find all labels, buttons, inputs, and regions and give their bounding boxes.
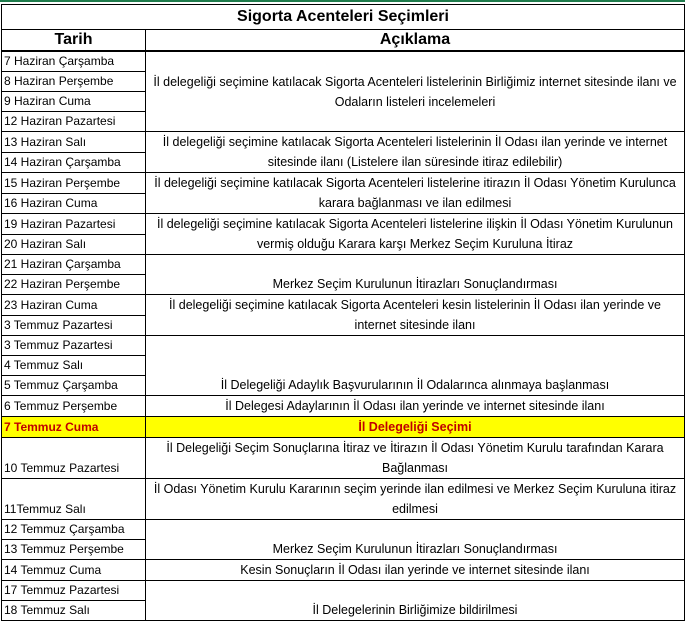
date-cell[interactable]: 11Temmuz Salı xyxy=(2,479,146,520)
date-cell[interactable]: 4 Temmuz Salı xyxy=(2,356,146,376)
date-cell[interactable]: 9 Haziran Cuma xyxy=(2,92,146,112)
date-cell[interactable]: 23 Haziran Cuma xyxy=(2,295,146,316)
description-cell[interactable]: İl delegeliği seçimine katılacak Sigorta Acenteleri listelerine ilişkin İl Odası Yönetim Kurulunun vermiş olduğu Karara karşı Merkez Seçim Kuruluna İtiraz xyxy=(146,214,685,255)
date-cell[interactable]: 3 Temmuz Pazartesi xyxy=(2,336,146,356)
description-cell[interactable]: İl Delegesi Adaylarının İl Odası ilan yerinde ve internet sitesinde ilanı xyxy=(146,396,685,417)
date-cell[interactable]: 12 Temmuz Çarşamba xyxy=(2,520,146,540)
description-cell[interactable]: İl Odası Yönetim Kurulu Kararının seçim yerinde ilan edilmesi ve Merkez Seçim Kuruluna itiraz edilmesi xyxy=(146,479,685,520)
description-cell[interactable]: İl Delegelerinin Birliğimize bildirilmesi xyxy=(146,581,685,621)
date-cell[interactable]: 14 Haziran Çarşamba xyxy=(2,152,146,173)
description-cell[interactable]: İl delegeliği seçimine katılacak Sigorta Acenteleri listelerinin Birliğimiz internet sitesinde ilanı ve Odaların listeleri incelemeleri xyxy=(146,51,685,132)
date-cell[interactable]: 14 Temmuz Cuma xyxy=(2,560,146,581)
description-cell[interactable]: İl delegeliği seçimine katılacak Sigorta Acenteleri kesin listelerinin İl Odası ilan yerinde ve internet sitesinde ilanı xyxy=(146,295,685,336)
description-cell-highlighted[interactable]: İl Delegeliği Seçimi xyxy=(146,417,685,438)
date-cell[interactable]: 15 Haziran Perşembe xyxy=(2,173,146,194)
description-cell[interactable]: Merkez Seçim Kurulunun İtirazları Sonuçlandırması xyxy=(146,520,685,560)
date-cell[interactable]: 5 Temmuz Çarşamba xyxy=(2,376,146,396)
date-cell[interactable]: 10 Temmuz Pazartesi xyxy=(2,438,146,479)
highlighted-row xyxy=(2,417,685,438)
date-cell[interactable]: 13 Temmuz Perşembe xyxy=(2,540,146,560)
date-cell[interactable]: 12 Haziran Pazartesi xyxy=(2,112,146,132)
description-cell[interactable]: Merkez Seçim Kurulunun İtirazları Sonuçlandırması xyxy=(146,255,685,295)
date-cell[interactable]: 18 Temmuz Salı xyxy=(2,601,146,621)
description-cell[interactable]: İl delegeliği seçimine katılacak Sigorta Acenteleri listelerinin İl Odası ilan yerinde ve internet sitesinde ilanı (Listelere ilan süresinde itiraz edilebilir) xyxy=(146,132,685,173)
date-cell-highlighted[interactable]: 7 Temmuz Cuma xyxy=(2,417,146,438)
description-cell[interactable]: İl Delegeliği Seçim Sonuçlarına İtiraz ve İtirazın İl Odası Yönetim Kurulu tarafından Karara Bağlanması xyxy=(146,438,685,479)
column-header-description[interactable]: Açıklama xyxy=(146,30,685,52)
description-cell[interactable]: İl delegeliği seçimine katılacak Sigorta Acenteleri listelerine itirazın İl Odası Yönetim Kurulunca karara bağlanması ve ilan edilmesi xyxy=(146,173,685,214)
date-cell[interactable]: 8 Haziran Perşembe xyxy=(2,72,146,92)
date-cell[interactable]: 16 Haziran Cuma xyxy=(2,193,146,214)
date-cell[interactable]: 17 Temmuz Pazartesi xyxy=(2,581,146,601)
column-header-date[interactable]: Tarih xyxy=(2,30,146,52)
date-cell[interactable]: 20 Haziran Salı xyxy=(2,234,146,255)
date-cell[interactable]: 19 Haziran Pazartesi xyxy=(2,214,146,235)
description-cell[interactable]: İl Delegeliği Adaylık Başvurularının İl Odalarınca alınmaya başlanması xyxy=(146,336,685,396)
sheet-top-border xyxy=(0,0,685,2)
date-cell[interactable]: 13 Haziran Salı xyxy=(2,132,146,153)
date-cell[interactable]: 7 Haziran Çarşamba xyxy=(2,51,146,72)
schedule-table xyxy=(1,4,685,621)
date-cell[interactable]: 22 Haziran Perşembe xyxy=(2,275,146,295)
table-title[interactable]: Sigorta Acenteleri Seçimleri xyxy=(2,5,685,30)
date-cell[interactable]: 21 Haziran Çarşamba xyxy=(2,255,146,275)
description-cell[interactable]: Kesin Sonuçların İl Odası ilan yerinde ve internet sitesinde ilanı xyxy=(146,560,685,581)
date-cell[interactable]: 6 Temmuz Perşembe xyxy=(2,396,146,417)
date-cell[interactable]: 3 Temmuz Pazartesi xyxy=(2,315,146,336)
